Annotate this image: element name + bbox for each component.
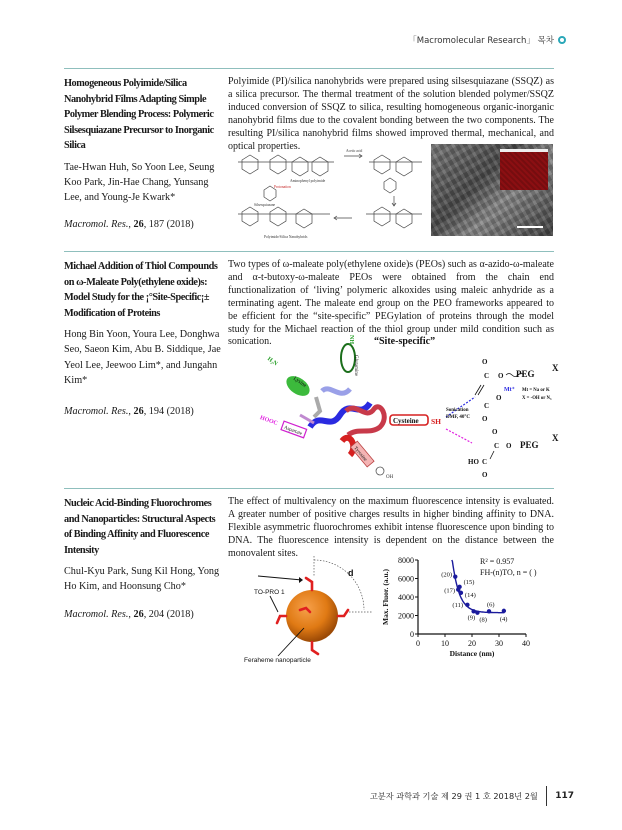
ring-shape [242,207,258,226]
article-citation: Macromol. Res., 26, 194 (2018) [64,406,194,418]
ring-shape [296,209,312,228]
product-structure [468,428,512,479]
bond [490,451,494,459]
x-axis-label: Distance (nm) [449,649,495,658]
data-label: (8) [479,616,487,624]
legend-line: Mt = Na or K [522,388,550,393]
article-entry-3 [64,488,554,668]
glutamine-label-bg [341,344,355,372]
ring-shape [292,157,308,176]
group-label: H₂N [265,356,279,368]
x-tick-label: 40 [522,639,530,648]
peg-label: PEG [520,440,539,450]
volume: 26 [133,608,144,620]
footer-divider [546,786,547,806]
scale-bar [517,226,543,228]
protein-structure [300,389,384,455]
svg-text:HO: HO [468,458,479,466]
ring-shape [312,157,328,176]
nanoparticle-figure [228,554,378,664]
fluorescence-chart [370,550,550,670]
pointer-arrow [278,628,304,656]
residue-label: Aspartate [282,425,303,437]
ring-shape [384,178,396,193]
svg-text:C: C [494,442,500,450]
residue-label: Cysteine [393,417,419,425]
series-annotation: FH-(n)TO, n = ( ) [480,568,537,577]
scheme-label: Silsesquiazane [254,203,276,207]
svg-text:O: O [482,358,488,366]
journal-name: Macromol. Res. [64,608,129,620]
x-label: X [552,363,559,373]
article-entry-2 [64,251,559,481]
scheme-label: Polyimide/Silica Nanohybrids [264,235,308,239]
svg-text:O: O [498,372,504,380]
x-tick-label: 30 [495,639,503,648]
running-head-text: 「Macromolecular Research」 목차 [408,36,554,46]
page-footer [370,786,574,806]
ring-shape [374,207,390,226]
article-abstract: Polyimide (PI)/silica nanohybrids were prepared using silsesquiazane (SSQZ) as a silica precursor. The thermal treatment of the solution blended polymer/SSQZ induced conversion of SSQZ to silica, resulting homogeneous organic-inorganic nanohybrid films due to the covalent bonding between the two components. The resulting PI/silica nanohybrid films showed improved thermal, mechanical, and optical properties. [228,76,554,152]
section-divider [64,251,554,252]
article-citation: Macromol. Res., 26, 187 (2018) [64,219,194,231]
svg-text:O: O [496,394,502,402]
svg-text:O: O [506,442,512,450]
svg-text:C: C [482,458,488,466]
group-label: HOOC [258,415,279,427]
data-label: (20) [441,571,453,579]
y-tick-label: 2000 [398,611,414,621]
scheme-label: Acetic acid [346,149,363,153]
to-pro-label: TO-PRO 1 [254,589,285,596]
condition-label: Sonication [446,408,469,413]
article-entry-1 [64,68,554,238]
arrow-to-product [446,429,472,443]
residue-label: Glutamine [353,355,358,377]
ring-shape [270,155,286,174]
group-label: SH [431,417,442,426]
ring-shape [396,157,412,176]
r-squared-annotation: R² = 0.957 [480,557,515,566]
elemental-map-inset [500,149,548,190]
nanoparticle-label: Feraheme nanoparticle [244,657,311,664]
distance-label: d [348,568,354,578]
data-label: (9) [467,614,476,622]
pointer-arrow [270,596,278,612]
article-title[interactable]: Homogeneous Polyimide/Silica Nanohybrid Films Adapting Simple Polymer Blending Process: Polymeric Silsesquiazane Precursor to Inorganic Silica [64,78,214,151]
mt-label: Mt⁺ [504,387,515,393]
data-label: (15) [463,578,475,586]
double-bond [475,385,484,395]
svg-text:O: O [482,415,488,423]
x-tick-label: 0 [416,639,420,648]
data-label: (17) [444,587,456,595]
scheme-label: Aminophenyl polyimide [290,179,326,183]
data-label: (14) [464,591,476,599]
data-point [453,574,457,578]
pages-year: 204 (2018) [148,608,194,620]
svg-text:O: O [492,428,498,436]
y-axis-label: Max. Fluor. (a.u.) [381,569,390,625]
residue-label: Lysine [292,375,308,390]
scheme-label: Protonation [274,185,291,189]
volume: 26 [133,406,144,418]
y-tick-label: 8000 [398,556,414,565]
x-tick-label: 10 [441,639,449,648]
ring-shape [374,155,390,174]
arrow-head [299,577,303,583]
journal-info: 고분자 과학과 기술 제 29 권 1 호 2018년 2월 [369,790,538,801]
residue-label: Tyrosine [352,446,368,463]
maleate-structure [482,358,504,423]
circle-bullet-icon [558,36,566,44]
data-point [487,609,491,613]
site-specific-figure [250,331,560,481]
svg-text:O: O [482,471,488,479]
article-authors: Tae-Hwan Huh, So Yoon Lee, Seung Koo Park, Jin-Hae Chang, Yunsang Lee, and Young-Je Kwark* [64,161,215,204]
ring-shape [242,155,258,174]
condition-label: DMF, 40°C [446,415,471,420]
ring-shape [396,209,412,228]
article-abstract: The effect of multivalency on the maximum fluorescence intensity is evaluated. A greater number of positive charges results in higher binding affinity to DNA. Flexible asymmetric fluorochromes exhibit intense fluorescence upon binding to DNA. The fluorescence intensity is dependent on the distance between the monovalent sites. [228,496,554,559]
svg-text:C: C [484,372,490,380]
data-point [502,609,506,613]
legend-line: X = -OH or N₃ [522,396,552,401]
journal-name: Macromol. Res. [64,406,129,418]
phenol-ring [376,467,384,475]
x-tick-label: 20 [468,639,476,648]
pages-year: 187 (2018) [148,219,194,231]
data-label: (11) [452,601,464,609]
data-label: (4) [499,615,508,623]
section-divider [64,68,554,69]
lysine-label-bg [283,372,313,400]
peg-label: PEG [516,369,535,379]
svg-text:C: C [484,402,490,410]
pages-year: 194 (2018) [148,406,194,418]
figure-title: “Site-specific” [374,336,436,347]
x-label: X [552,433,559,443]
article-authors: Chul-Kyu Park, Sung Kil Hong, Yong Ho Kim, and Hoonsung Cho* [64,566,220,593]
running-head [408,34,566,46]
y-tick-label: 0 [410,630,414,639]
sem-micrograph [431,144,553,236]
nanoparticle-sphere [286,590,338,642]
journal-name: Macromol. Res. [64,219,129,231]
arrow-to-maleate [446,397,475,417]
data-point [471,609,475,613]
data-label: (6) [487,601,495,609]
group-label: NH₂ [348,335,354,346]
reaction-scheme-figure [234,140,424,240]
volume: 26 [133,219,144,231]
group-label: OH [386,475,394,480]
y-tick-label: 4000 [398,593,414,602]
section-divider [64,488,554,489]
pointer-arrow [258,576,302,580]
article-title[interactable]: Nucleic Acid-Binding Fluorochromes and Nanoparticles: Structural Aspects of Binding Affinity and Fluorescence Intensity [64,498,216,556]
data-point [459,591,463,595]
article-abstract: Two types of ω-maleate poly(ethylene oxide)s (PEOs) such as α-azido-ω-maleate and α-t-butoxy-ω-maleate PEOs were obtained from the chain end functionalization of ‘living’ polymeric alkoxides using maleic anhydride as a terminating agent. The maleate end group on the PEO frameworks appeared to be efficient for the “site-specific” PEGylation of proteins through the model study for the Michael reaction of the thiol group under mild condition such as sonication. [228,259,554,348]
ring-shape [270,207,286,226]
y-tick-label: 6000 [398,574,414,584]
article-authors: Hong Bin Yoon, Youra Lee, Donghwa Seo, Saeon Kim, Abu B. Siddique, Jae Yeol Lee, Jeewoo Lim*, and Jungahn Kim* [64,329,221,386]
page-number: 117 [555,791,574,801]
data-point [475,611,479,615]
article-title[interactable]: Michael Addition of Thiol Compounds on ω-Maleate Poly(ethylene oxide)s: Model Study for the ¡°Site-Specific¡± Modification of Proteins [64,261,218,319]
data-point [465,603,469,607]
article-citation: Macromol. Res., 26, 204 (2018) [64,608,194,620]
